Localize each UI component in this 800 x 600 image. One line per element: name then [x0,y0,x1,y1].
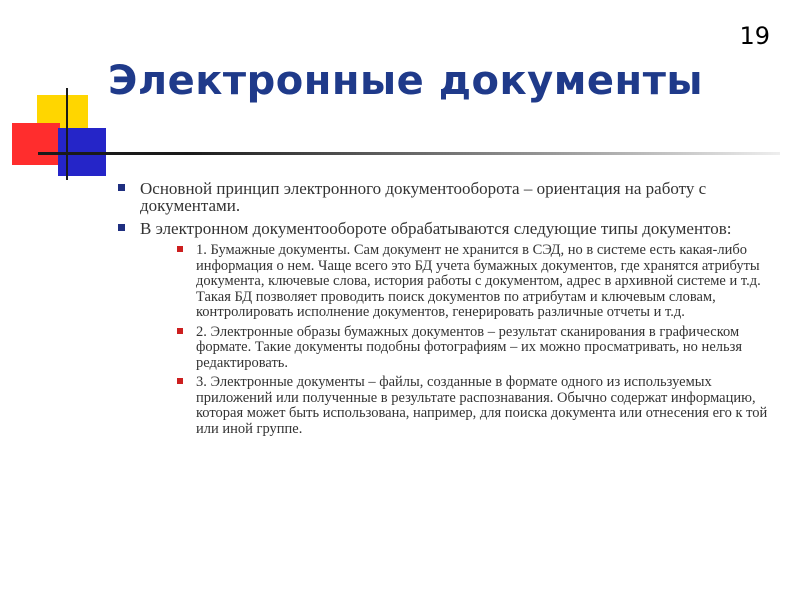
sub-bullet-item-images [177,325,768,372]
vertical-rule [66,88,68,180]
sub-bullet-text: 1. Бумажные документы. Сам документ не хранится в СЭД, но в системе есть какая-либо информация о нем. Чаще всего это БД учета бумажных документов, где хранятся атрибуты документа, ключевые слова, история работы с документом, адрес в архивной системе и т.д. Такая БД позволяет проводить поиск документов по атрибутам и ключевым словам, контролировать исполнение документов, генерировать различные отчеты и т.д. [196,242,761,320]
slide-content [118,180,768,443]
sub-bullet-text: 2. Электронные образы бумажных документов – результат сканирования в графическом формате. Такие документы подобны фотографиям – их можно просматривать, но нельзя редактировать. [196,323,743,371]
square-bullet-icon [118,184,125,191]
title-underline [38,152,780,155]
bullet-text: Основной принцип электронного документооборота – ориентация на работу с документами. [140,179,707,215]
bullet-item-principle [118,180,768,214]
bullet-item-document-types [118,220,768,437]
sub-bullet-item-electronic [177,375,768,437]
red-square-bullet-icon [177,378,183,384]
red-square-bullet-icon [177,246,183,252]
sub-bullet-list [177,243,768,437]
sub-bullet-text: 3. Электронные документы – файлы, созданные в формате одного из используемых приложений или полученные в результате распознавания. Обычно содержат информацию, которая может быть использована, например, для поиска документа или отнесения его к той или иной группе. [196,374,768,437]
bullet-text: В электронном документообороте обрабатываются следующие типы документов: [140,219,732,238]
square-bullet-icon [118,224,125,231]
sub-bullet-item-paper [177,243,768,321]
page-number: 19 [739,22,770,50]
slide-title: Электронные документы [108,58,704,104]
red-square-bullet-icon [177,328,183,334]
red-square [12,123,60,165]
